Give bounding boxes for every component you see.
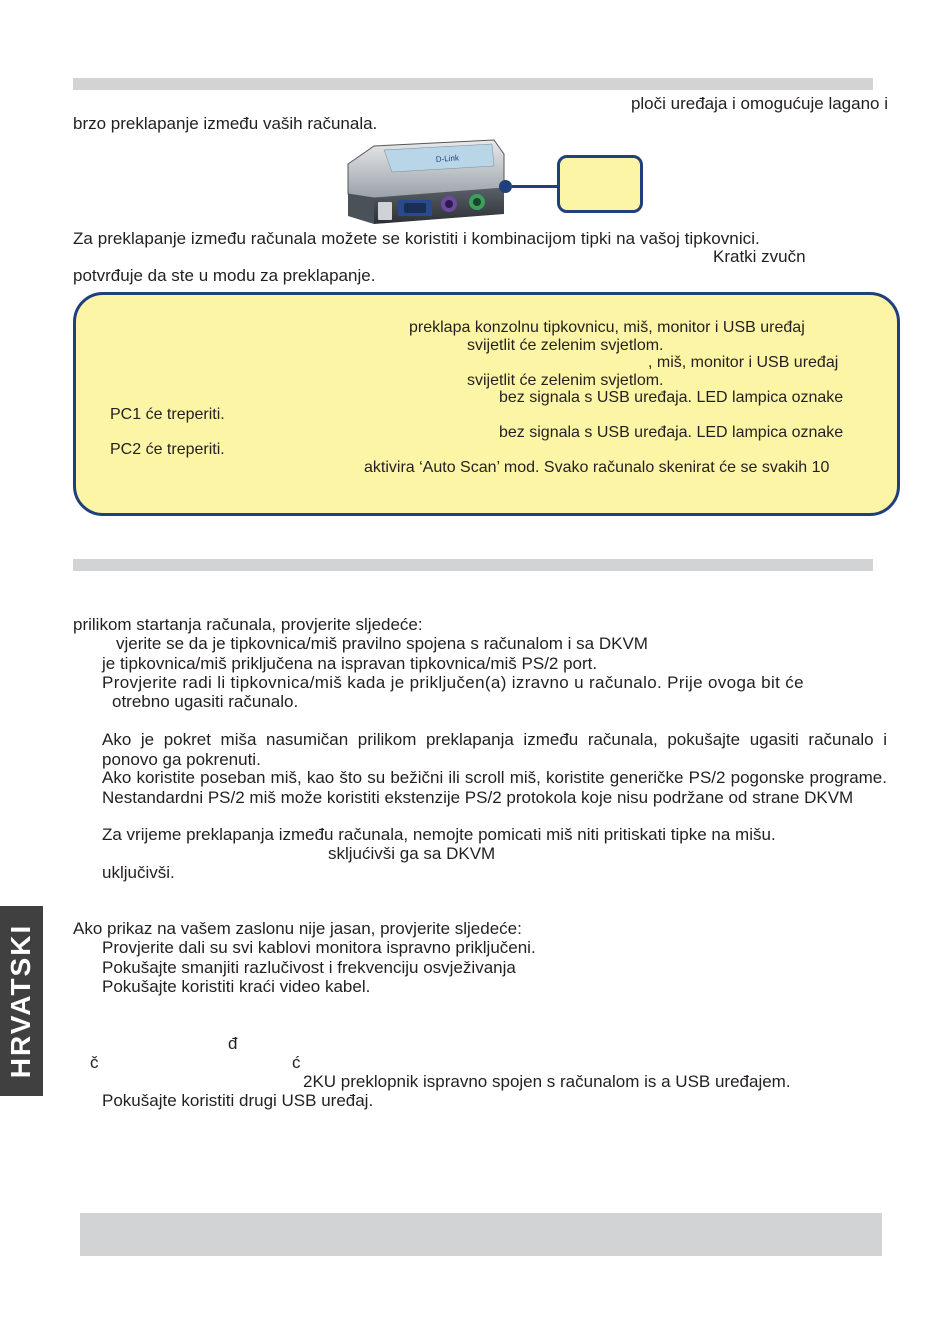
kb-item-3b: otrebno ugasiti računalo. (112, 692, 299, 711)
switching-line-2: Kratki zvučn (713, 247, 806, 266)
device-brand-label: D-Link (435, 153, 460, 164)
kb-intro: prilikom startanja računala, provjerite sljedeće: (73, 615, 423, 634)
switching-line-1: Za preklapanje između računala možete se koristiti i kombinacijom tipki na vašoj tipkovnici. (73, 229, 760, 248)
hotkey-row-3a: bez signala s USB uređaja. LED lampica oznake (499, 389, 844, 406)
usb-fragment-3: ć (292, 1053, 301, 1072)
mouse-item-3: Za vrijeme preklapanja između računala, nemojte pomicati miš niti pritiskati tipke na mišu. (102, 825, 776, 844)
display-intro: Ako prikaz na vašem zaslonu nije jasan, provjerite sljedeće: (73, 919, 522, 938)
usb-fragment-2: č (90, 1053, 99, 1072)
section-header-bar-troubleshoot (73, 559, 873, 571)
intro-line-1: ploči uređaja i omogućuje lagano i (630, 94, 888, 113)
hotkey-row-1b: svijetlit će zelenim svjetlom. (467, 337, 664, 354)
mouse-item-4b: uključivši. (102, 863, 175, 882)
kvm-device-illustration (344, 136, 506, 228)
usb-item-1: 2KU preklopnik ispravno spojen s računalom is a USB uređajem. (303, 1072, 791, 1091)
hotkey-row-4b: PC2 će treperiti. (110, 441, 225, 458)
hotkey-row-1a: preklapa konzolnu tipkovnicu, miš, monitor i USB uređaj (409, 319, 805, 336)
kb-item-1: vjerite se da je tipkovnica/miš pravilno spojena s računalom i sa DKVM (116, 634, 648, 653)
hotkey-row-5a: aktivira ‘Auto Scan’ mod. Svako računalo skenirat će se svakih 10 (364, 459, 830, 476)
mouse-item-2: Ako koristite poseban miš, kao što su bežični ili scroll miš, koristite generičke PS/2 pogonske programe. Nestandardni PS/2 miš može koristiti ekstenzije PS/2 protokola koje nisu podržane od strane DKVM (102, 768, 887, 807)
display-item-3: Pokušajte koristiti kraći video kabel. (102, 977, 371, 996)
footer-bar (80, 1213, 882, 1256)
kb-item-3: Provjerite radi li tipkovnica/miš kada je priključen(a) izravno u računalo. Prije ovoga bit će (102, 673, 804, 692)
hotkey-row-2b: svijetlit će zelenim svjetlom. (467, 372, 664, 389)
mouse-item-1: Ako je pokret miša nasumičan prilikom preklapanja između računala, pokušajte ugasiti računalo i ponovo ga pokrenuti. (102, 730, 887, 769)
kb-item-2: je tipkovnica/miš priključena na ispravan tipkovnica/miš PS/2 port. (102, 654, 598, 673)
hotkey-row-2a: , miš, monitor i USB uređaj (648, 354, 839, 371)
usb-fragment-1: đ (228, 1034, 238, 1053)
switching-line-3: potvrđuje da ste u modu za preklapanje. (73, 266, 376, 285)
hotkey-row-3b: PC1 će treperiti. (110, 406, 225, 423)
hotkey-row-4a: bez signala s USB uređaja. LED lampica oznake (499, 424, 844, 441)
callout-connector-dot (499, 180, 512, 193)
language-side-tab-label: HRVATSKI (5, 923, 36, 1079)
usb-item-2: Pokušajte koristiti drugi USB uređaj. (102, 1091, 374, 1110)
intro-line-2: brzo preklapanje između vaših računala. (73, 114, 378, 133)
mouse-item-4a: skljućivši ga sa DKVM (328, 844, 496, 863)
display-item-2: Pokušajte smanjiti razlučivost i frekvenciju osvježivanja (102, 958, 516, 977)
section-header-bar-top (73, 78, 873, 90)
display-item-1: Provjerite dali su svi kablovi monitora ispravno priključeni. (102, 938, 536, 957)
callout-box (557, 155, 643, 213)
callout-connector-line (512, 185, 558, 188)
